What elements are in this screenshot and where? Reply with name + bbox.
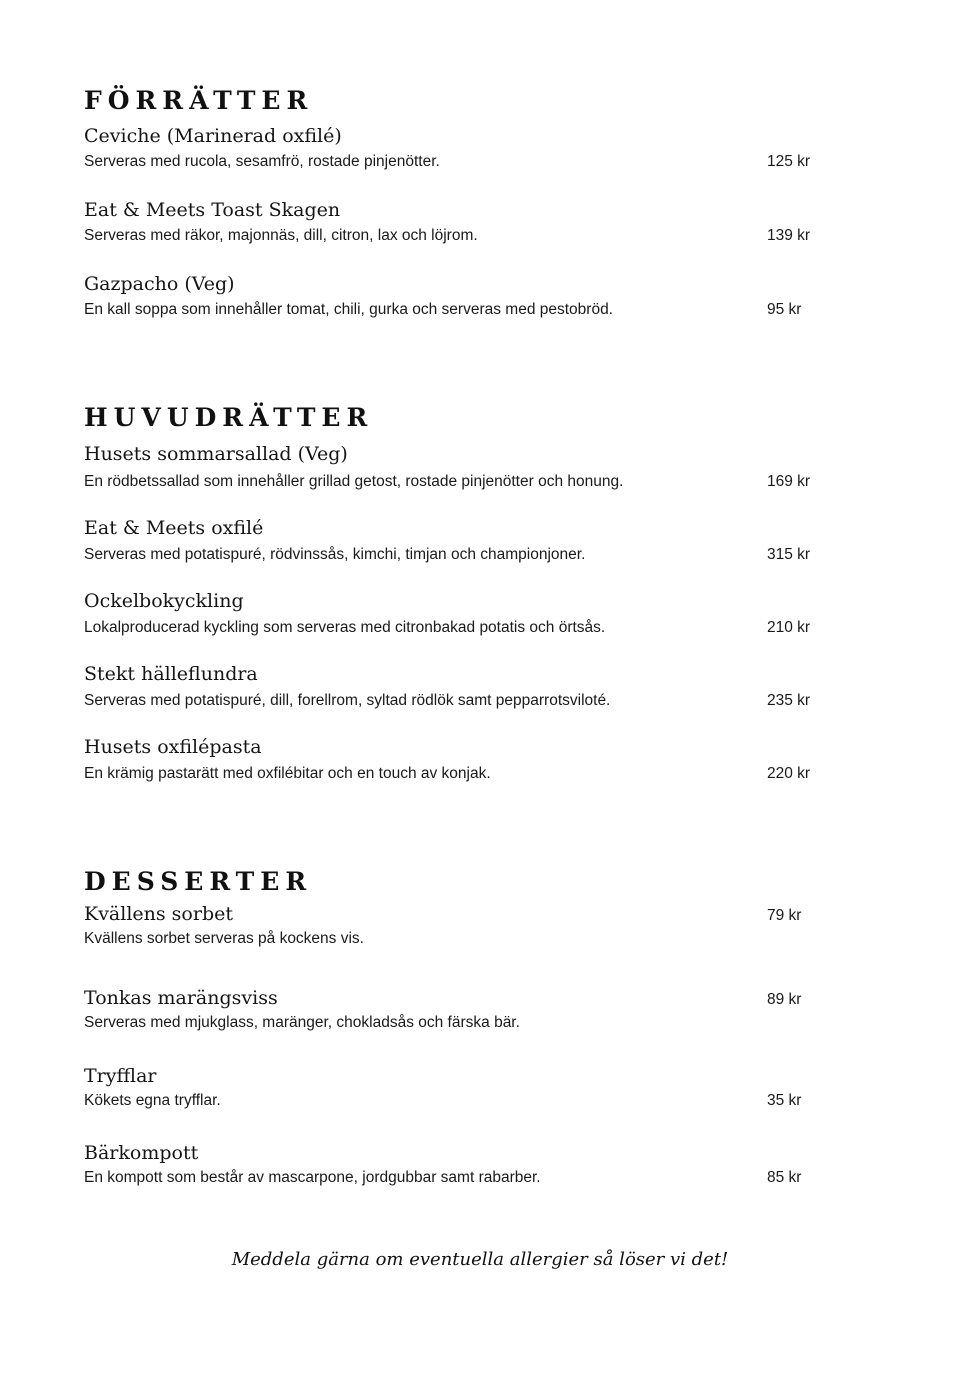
section-title-desserter: DESSERTER xyxy=(84,867,313,896)
dish-name: Kvällens sorbet xyxy=(84,903,233,925)
dish-price: 315 kr xyxy=(767,546,811,563)
section-title-huvudratter: HUVUDRÄTTER xyxy=(84,403,374,432)
section-title-forratter: FÖRRÄTTER xyxy=(84,86,314,115)
dish-description: Serveras med potatispuré, rödvinssås, kimchi, timjan och championjoner. xyxy=(84,546,586,563)
dish-description: Serveras med potatispuré, dill, forellrom, syltad rödlök samt pepparrotsviloté. xyxy=(84,692,611,709)
dish-price: 220 kr xyxy=(767,765,811,782)
dish-price: 235 kr xyxy=(767,692,811,709)
dish-description: En krämig pastarätt med oxfilébitar och en touch av konjak. xyxy=(84,765,491,782)
dish-price: 125 kr xyxy=(767,153,811,170)
dish-price: 85 kr xyxy=(767,1169,802,1186)
dish-description: En kall soppa som innehåller tomat, chili, gurka och serveras med pestobröd. xyxy=(84,301,613,318)
dish-description: Lokalproducerad kyckling som serveras med citronbakad potatis och örtsås. xyxy=(84,619,606,636)
dish-name: Husets oxfilépasta xyxy=(84,736,262,758)
allergy-note: Meddela gärna om eventuella allergier så löser vi det! xyxy=(231,1249,729,1270)
dish-price: 35 kr xyxy=(767,1092,802,1109)
dish-price: 79 kr xyxy=(767,907,802,924)
dish-price: 169 kr xyxy=(767,473,811,490)
dish-description: En kompott som består av mascarpone, jordgubbar samt rabarber. xyxy=(84,1169,541,1186)
dish-name: Tonkas marängsviss xyxy=(84,987,278,1009)
dish-price: 95 kr xyxy=(767,301,802,318)
dish-name: Ceviche (Marinerad oxfilé) xyxy=(84,125,342,147)
dish-price: 210 kr xyxy=(767,619,811,636)
dish-price: 139 kr xyxy=(767,227,811,244)
dish-description: Serveras med rucola, sesamfrö, rostade pinjenötter. xyxy=(84,153,440,170)
dish-name: Stekt hälleflundra xyxy=(84,663,258,685)
dish-description: Kökets egna tryfflar. xyxy=(84,1092,221,1109)
dish-name: Eat & Meets Toast Skagen xyxy=(84,199,341,221)
dish-name: Ockelbokyckling xyxy=(84,590,244,612)
dish-name: Tryfflar xyxy=(84,1065,157,1087)
dish-price: 89 kr xyxy=(767,991,802,1008)
dish-name: Husets sommarsallad (Veg) xyxy=(84,443,348,465)
dish-description: Serveras med mjukglass, maränger, chokladsås och färska bär. xyxy=(84,1014,520,1031)
dish-description: Kvällens sorbet serveras på kockens vis. xyxy=(84,930,364,947)
dish-description: Serveras med räkor, majonnäs, dill, citron, lax och löjrom. xyxy=(84,227,478,244)
dish-name: Gazpacho (Veg) xyxy=(84,273,235,295)
dish-name: Bärkompott xyxy=(84,1142,199,1164)
dish-name: Eat & Meets oxfilé xyxy=(84,517,264,539)
dish-description: En rödbetssallad som innehåller grillad getost, rostade pinjenötter och honung. xyxy=(84,473,624,490)
